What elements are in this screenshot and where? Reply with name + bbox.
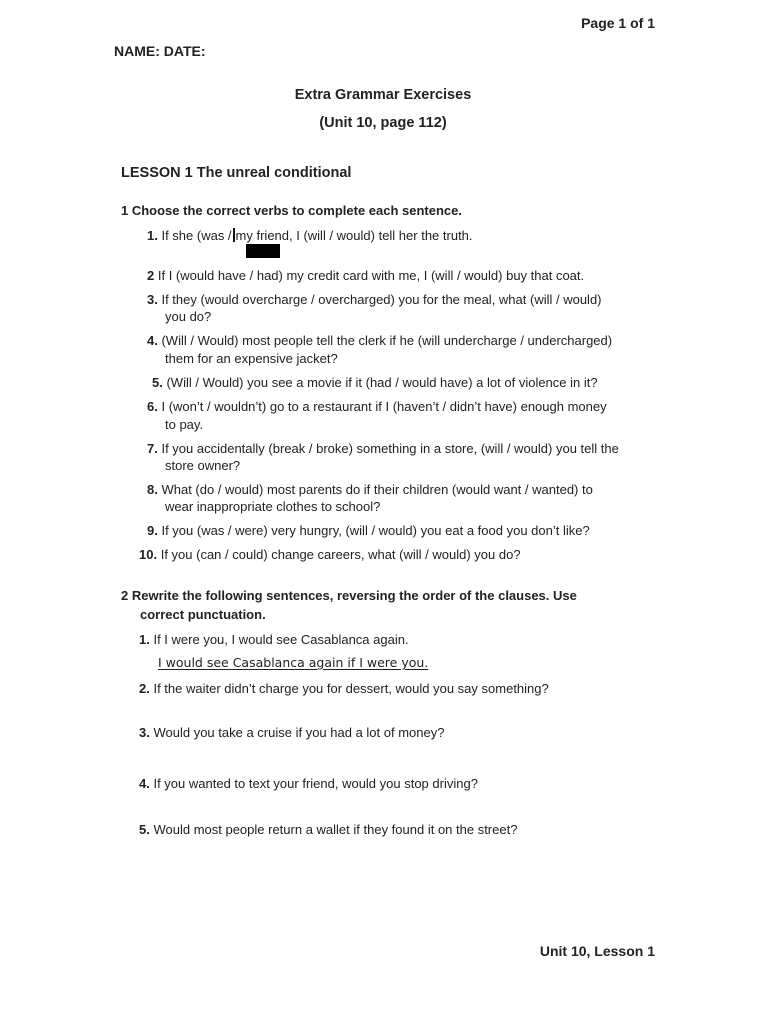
item-number: 2. — [139, 681, 150, 696]
exercise2-item-2 — [139, 681, 549, 696]
exercise2-item-4 — [139, 776, 478, 791]
exercise1-item-5 — [152, 375, 598, 390]
item-number: 8. — [147, 482, 158, 497]
exercise1-item-8 — [147, 482, 593, 497]
item-number: 6. — [147, 399, 158, 414]
exercise1-item-10 — [139, 547, 521, 562]
item-text: (Will / Would) you see a movie if it (had / would have) a lot of violence in it? — [166, 375, 598, 390]
item-text: If you wanted to text your friend, would you stop driving? — [153, 776, 478, 791]
item-number: 2 — [147, 268, 155, 283]
item-number: 5. — [152, 375, 163, 390]
exercise2-item-5 — [139, 822, 517, 837]
exercise2-item-1 — [139, 632, 409, 647]
item-number: 3. — [139, 725, 150, 740]
item-text-continued: them for an expensive jacket? — [165, 351, 338, 366]
exercise1-item-6 — [147, 399, 607, 414]
item-text: I (won’t / wouldn’t) go to a restaurant if I (haven’t / didn’t have) enough money — [161, 399, 607, 414]
item-text-continued: to pay. — [165, 417, 204, 432]
item-text: What (do / would) most parents do if their children (would want / wanted) to — [161, 482, 593, 497]
item-text-continued: wear inappropriate clothes to school? — [165, 499, 381, 514]
sample-answer: I would see Casablanca again if I were you. — [158, 655, 429, 670]
exercise1-item-7 — [147, 441, 619, 456]
item-number: 7. — [147, 441, 158, 456]
exercise1-item-9 — [147, 523, 590, 538]
exercise2-instruction-continued: correct punctuation. — [140, 607, 266, 622]
item-text: If I (would have / had) my credit card with me, I (will / would) buy that coat. — [157, 268, 585, 283]
item-number: 1. — [139, 632, 150, 647]
item-number: 9. — [147, 523, 158, 538]
page-indicator: Page 1 of 1 — [581, 15, 655, 31]
item-number: 5. — [139, 822, 150, 837]
lesson-heading: LESSON 1 The unreal conditional — [121, 165, 352, 181]
exercise1-instruction: 1 Choose the correct verbs to complete each sentence. — [121, 203, 463, 218]
item-text: If you accidentally (break / broke) something in a store, (will / would) you tell the — [161, 441, 619, 456]
name-date-line: NAME: DATE: — [114, 43, 206, 59]
item-text: Would you take a cruise if you had a lot of money? — [153, 725, 445, 740]
exercise1-item-3 — [147, 292, 602, 307]
item-number: 4. — [139, 776, 150, 791]
item-number: 3. — [147, 292, 158, 307]
item-text-continued: store owner? — [165, 458, 241, 473]
exercise1-item-1 — [147, 228, 473, 243]
item-text: If they (would overcharge / overcharged) you for the meal, what (will / would) — [161, 292, 602, 307]
item-text: Would most people return a wallet if they found it on the street? — [153, 822, 518, 837]
item-text-continued: you do? — [165, 309, 212, 324]
text-cursor[interactable] — [233, 228, 235, 242]
exercise1-item-2 — [147, 268, 584, 283]
exercise1-item-4 — [147, 333, 612, 348]
item-text: If I were you, I would see Casablanca again. — [153, 632, 409, 647]
item-number: 10. — [139, 547, 158, 562]
item-text: (Will / Would) most people tell the clerk if he (will undercharge / undercharged) — [161, 333, 613, 348]
footer-unit-lesson: Unit 10, Lesson 1 — [539, 943, 655, 959]
item-text: If the waiter didn’t charge you for dessert, would you say something? — [153, 681, 549, 696]
item-text-after-cursor: my friend, I (will / would) tell her the truth. — [235, 228, 473, 243]
item-number: 4. — [147, 333, 158, 348]
item-number: 1. — [147, 228, 158, 243]
document-title: Extra Grammar Exercises — [294, 87, 472, 103]
exercise2-item-3 — [139, 725, 444, 740]
exercise2-instruction: 2 Rewrite the following sentences, reversing the order of the clauses. Use — [121, 588, 577, 603]
item-text: If you (can / could) change careers, what (will / would) you do? — [160, 547, 521, 562]
highlighted-selection[interactable]: were) — [248, 244, 279, 258]
document-subtitle: (Unit 10, page 112) — [319, 115, 447, 131]
item-text-before-cursor: If she (was / — [161, 228, 232, 243]
item-text: If you (was / were) very hungry, (will / would) you eat a food you don’t like? — [161, 523, 590, 538]
